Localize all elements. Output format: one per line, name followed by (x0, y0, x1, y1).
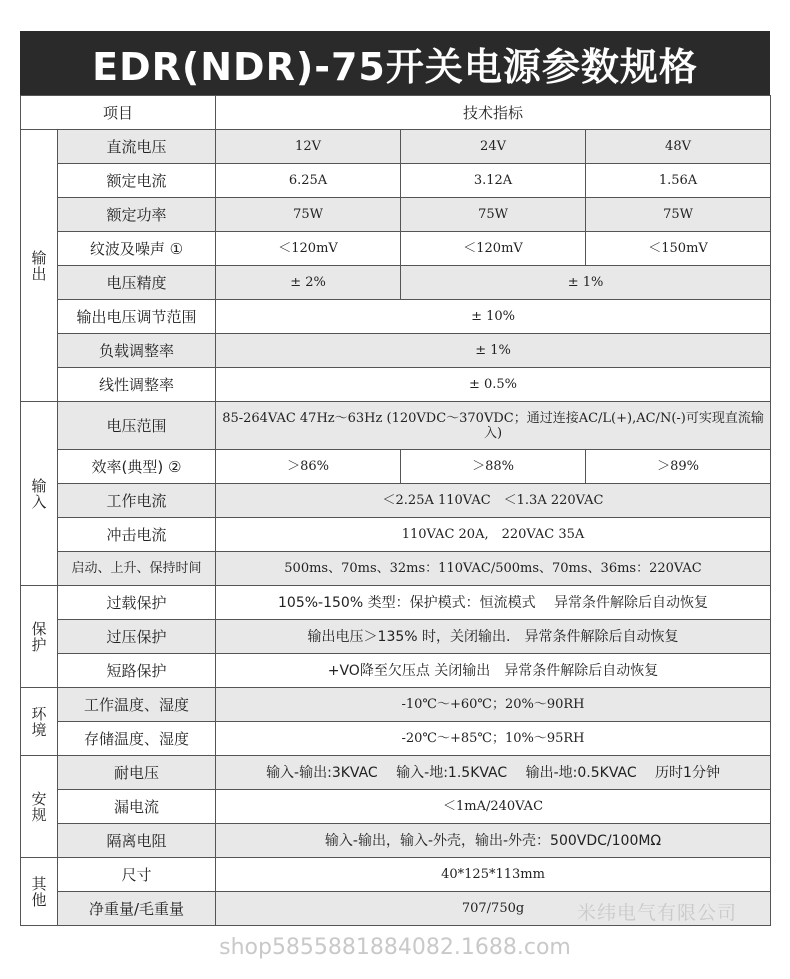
row-name: 过压保护 (58, 620, 216, 654)
cell-value: 6.25A (216, 164, 401, 198)
table-row (21, 334, 771, 368)
category-environment: 环境 (21, 688, 58, 756)
table-row (21, 620, 771, 654)
category-other: 其他 (21, 858, 58, 926)
table-row (21, 484, 771, 518)
table-row (21, 518, 771, 552)
row-name: 额定电流 (58, 164, 216, 198)
cell-value: 40*125*113mm (216, 858, 771, 892)
table-row (21, 232, 771, 266)
cell-value: 12V (216, 130, 401, 164)
row-name: 额定功率 (58, 198, 216, 232)
table-row (21, 266, 771, 300)
table-row (21, 722, 771, 756)
table-row (21, 824, 771, 858)
row-name: 线性调整率 (58, 368, 216, 402)
row-name: 工作温度、湿度 (58, 688, 216, 722)
table-row (21, 654, 771, 688)
row-name: 负载调整率 (58, 334, 216, 368)
row-name: 效率(典型) ② (58, 450, 216, 484)
row-name: 过载保护 (58, 586, 216, 620)
cell-value: -10℃～+60℃；20%～90RH (216, 688, 771, 722)
cell-value: ＜2.25A 110VAC ＜1.3A 220VAC (216, 484, 771, 518)
cell-value: ＜120mV (216, 232, 401, 266)
cell-value: 707/750g (216, 892, 771, 926)
cell-value: ＞86% (216, 450, 401, 484)
cell-value: ＜150mV (586, 232, 771, 266)
cell-value: 输入-输出:3KVAC 输入-地:1.5KVAC 输出-地:0.5KVAC 历时1分钟 (216, 756, 771, 790)
cell-value: 85-264VAC 47Hz～63Hz (120VDC～370VDC；通过连接AC/L(+),AC/N(-)可实现直流输入) (216, 402, 771, 450)
table-row (21, 402, 771, 450)
page-title: EDR(NDR)-75开关电源参数规格 (20, 31, 770, 95)
table-row (21, 586, 771, 620)
cell-value: 75W (401, 198, 586, 232)
cell-value: +VO降至欠压点 关闭输出 异常条件解除后自动恢复 (216, 654, 771, 688)
row-name: 电压范围 (58, 402, 216, 450)
row-name: 冲击电流 (58, 518, 216, 552)
header-item: 项目 (21, 96, 216, 130)
cell-value: 48V (586, 130, 771, 164)
cell-value: 110VAC 20A, 220VAC 35A (216, 518, 771, 552)
spec-sheet (20, 31, 770, 926)
row-name: 尺寸 (58, 858, 216, 892)
table-row (21, 300, 771, 334)
row-name: 直流电压 (58, 130, 216, 164)
table-row (21, 688, 771, 722)
cell-value: ＜120mV (401, 232, 586, 266)
cell-value: 1.56A (586, 164, 771, 198)
table-row (21, 198, 771, 232)
cell-value: 3.12A (401, 164, 586, 198)
cell-value: 输出电压＞135% 时，关闭输出. 异常条件解除后自动恢复 (216, 620, 771, 654)
row-name: 纹波及噪声 ① (58, 232, 216, 266)
row-name: 工作电流 (58, 484, 216, 518)
cell-value: ＞89% (586, 450, 771, 484)
table-row (21, 450, 771, 484)
cell-value: ± 10% (216, 300, 771, 334)
row-name: 存储温度、湿度 (58, 722, 216, 756)
cell-value: ± 2% (216, 266, 401, 300)
table-header-row (21, 96, 771, 130)
cell-value: ± 1% (216, 334, 771, 368)
cell-value: ＜1mA/240VAC (216, 790, 771, 824)
category-output: 输出 (21, 130, 58, 402)
cell-value: 输入-输出，输入-外壳，输出-外壳：500VDC/100MΩ (216, 824, 771, 858)
cell-value: ± 1% (401, 266, 771, 300)
category-safety: 安规 (21, 756, 58, 858)
cell-value: 75W (216, 198, 401, 232)
cell-value: ＞88% (401, 450, 586, 484)
row-name: 输出电压调节范围 (58, 300, 216, 334)
row-name: 电压精度 (58, 266, 216, 300)
table-row (21, 858, 771, 892)
table-row (21, 368, 771, 402)
cell-value: 75W (586, 198, 771, 232)
row-name: 耐电压 (58, 756, 216, 790)
shop-url-watermark: shop5855881884082.1688.com (219, 935, 571, 960)
table-row (21, 790, 771, 824)
cell-value: 24V (401, 130, 586, 164)
company-watermark: 米纬电气有限公司 (577, 902, 738, 924)
table-row (21, 130, 771, 164)
spec-table (20, 95, 771, 926)
cell-value: -20℃～+85℃；10%～95RH (216, 722, 771, 756)
header-spec: 技术指标 (216, 96, 771, 130)
cell-value: 105%-150% 类型：保护模式：恒流模式 异常条件解除后自动恢复 (216, 586, 771, 620)
row-name: 启动、上升、保持时间 (58, 552, 216, 586)
cell-value: ± 0.5% (216, 368, 771, 402)
category-input: 输入 (21, 402, 58, 586)
category-protection: 保护 (21, 586, 58, 688)
table-row (21, 552, 771, 586)
row-name: 漏电流 (58, 790, 216, 824)
row-name: 短路保护 (58, 654, 216, 688)
table-row (21, 164, 771, 198)
row-name: 净重量/毛重量 (58, 892, 216, 926)
cell-value: 500ms、70ms、32ms：110VAC/500ms、70ms、36ms：220VAC (216, 552, 771, 586)
row-name: 隔离电阻 (58, 824, 216, 858)
table-row (21, 756, 771, 790)
